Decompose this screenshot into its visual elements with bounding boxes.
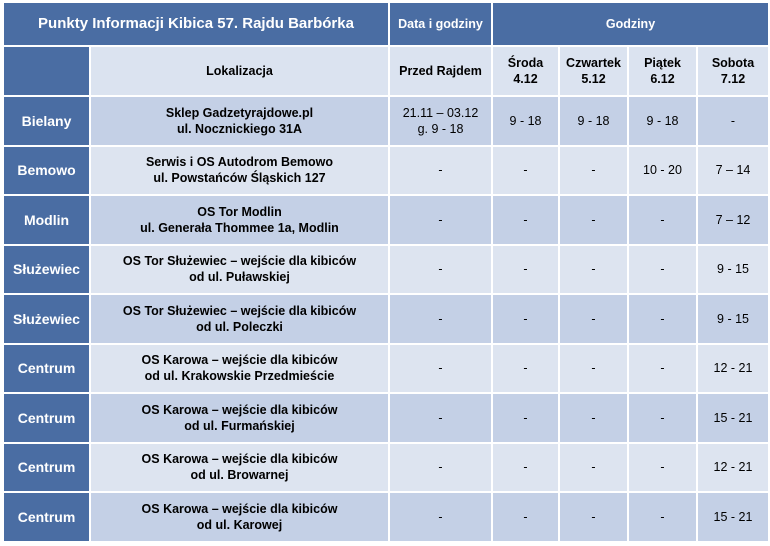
- location-address: od ul. Puławskiej: [189, 270, 290, 285]
- table-row: [3, 294, 769, 344]
- before-rally-cell: [389, 492, 492, 542]
- location-address: od ul. Browarnej: [190, 468, 289, 483]
- title-row: [3, 2, 769, 46]
- wednesday-hours: -: [492, 443, 559, 493]
- thursday-hours: -: [559, 344, 628, 394]
- friday-hours: -: [628, 245, 697, 295]
- location-cell: [90, 96, 389, 146]
- date-hours-header: Data i godziny: [389, 2, 492, 46]
- friday-hours: -: [628, 344, 697, 394]
- saturday-hours: 9 - 15: [697, 294, 769, 344]
- wednesday-hours: -: [492, 344, 559, 394]
- wednesday-hours: -: [492, 492, 559, 542]
- location-name: OS Karowa – wejście dla kibiców: [141, 452, 338, 467]
- wednesday-hours: -: [492, 294, 559, 344]
- before-rally-cell: [389, 146, 492, 196]
- friday-hours: 9 - 18: [628, 96, 697, 146]
- table-row: [3, 96, 769, 146]
- saturday-hours: 7 – 14: [697, 146, 769, 196]
- location-cell: [90, 245, 389, 295]
- friday-hours: -: [628, 443, 697, 493]
- info-points-table: [2, 1, 770, 543]
- location-cell: [90, 195, 389, 245]
- before-rally-cell: [389, 245, 492, 295]
- district-cell: Bielany: [3, 96, 90, 146]
- location-cell: [90, 443, 389, 493]
- table-row: [3, 195, 769, 245]
- location-name: Sklep Gadzetyrajdowe.pl: [165, 105, 314, 120]
- before-rally-cell: [389, 195, 492, 245]
- saturday-hours: 7 – 12: [697, 195, 769, 245]
- before-rally-hours: g. 9 - 18: [417, 121, 464, 136]
- friday-hours: 10 - 20: [628, 146, 697, 196]
- district-cell: Modlin: [3, 195, 90, 245]
- friday-hours: -: [628, 294, 697, 344]
- location-address: od ul. Furmańskiej: [184, 418, 295, 433]
- before-rally-cell: [389, 443, 492, 493]
- thursday-hours: 9 - 18: [559, 96, 628, 146]
- district-cell: Centrum: [3, 393, 90, 443]
- saturday-hours: 15 - 21: [697, 492, 769, 542]
- location-name: OS Tor Służewiec – wejście dla kibiców: [122, 254, 357, 269]
- before-rally-dates: -: [438, 361, 443, 376]
- saturday-hours: 12 - 21: [697, 344, 769, 394]
- location-address: od ul. Krakowskie Przedmieście: [144, 369, 335, 384]
- before-rally-dates: -: [438, 410, 443, 425]
- location-address: od ul. Karowej: [196, 517, 283, 532]
- table-row: [3, 492, 769, 542]
- before-rally-dates: -: [438, 212, 443, 227]
- district-cell: Służewiec: [3, 294, 90, 344]
- thursday-header: [559, 46, 628, 96]
- saturday-hours: 9 - 15: [697, 245, 769, 295]
- thursday-date: 5.12: [581, 72, 606, 86]
- thursday-hours: -: [559, 294, 628, 344]
- thursday-hours: -: [559, 195, 628, 245]
- table-row: [3, 393, 769, 443]
- thursday-hours: -: [559, 443, 628, 493]
- location-cell: [90, 344, 389, 394]
- location-name: Serwis i OS Autodrom Bemowo: [145, 155, 334, 170]
- location-cell: [90, 146, 389, 196]
- wednesday-hours: -: [492, 146, 559, 196]
- wednesday-date: 4.12: [513, 72, 538, 86]
- thursday-hours: -: [559, 245, 628, 295]
- saturday-hours: 12 - 21: [697, 443, 769, 493]
- location-name: OS Karowa – wejście dla kibiców: [141, 353, 338, 368]
- table-row: [3, 245, 769, 295]
- before-rally-cell: [389, 96, 492, 146]
- wednesday-hours: -: [492, 245, 559, 295]
- table-row: [3, 443, 769, 493]
- location-cell: [90, 294, 389, 344]
- location-cell: [90, 492, 389, 542]
- location-address: ul. Nocznickiego 31A: [176, 121, 303, 136]
- friday-hours: -: [628, 492, 697, 542]
- wednesday-header: [492, 46, 559, 96]
- corner-cell: [3, 46, 90, 96]
- location-name: OS Tor Modlin: [197, 204, 282, 219]
- friday-header: [628, 46, 697, 96]
- friday-day: Piątek: [644, 56, 681, 70]
- wednesday-hours: 9 - 18: [492, 96, 559, 146]
- before-rally-dates: -: [438, 460, 443, 475]
- thursday-day: Czwartek: [566, 56, 621, 70]
- saturday-day: Sobota: [711, 56, 755, 70]
- location-address: od ul. Poleczki: [196, 319, 283, 334]
- location-name: OS Karowa – wejście dla kibiców: [141, 402, 338, 417]
- location-cell: [90, 393, 389, 443]
- before-rally-dates: -: [438, 509, 443, 524]
- friday-hours: -: [628, 195, 697, 245]
- before-rally-cell: [389, 344, 492, 394]
- before-rally-dates: 21.11 – 03.12: [402, 105, 479, 120]
- wednesday-hours: -: [492, 393, 559, 443]
- district-cell: Centrum: [3, 344, 90, 394]
- district-cell: Służewiec: [3, 245, 90, 295]
- saturday-header: [697, 46, 769, 96]
- before-rally-cell: [389, 294, 492, 344]
- friday-hours: -: [628, 393, 697, 443]
- before-rally-cell: [389, 393, 492, 443]
- table-title: Punkty Informacji Kibica 57. Rajdu Barbórka: [3, 2, 389, 46]
- table-row: [3, 344, 769, 394]
- district-cell: Centrum: [3, 492, 90, 542]
- thursday-hours: -: [559, 146, 628, 196]
- wednesday-day: Środa: [507, 56, 544, 70]
- friday-date: 6.12: [650, 72, 675, 86]
- before-rally-dates: -: [438, 262, 443, 277]
- district-cell: Centrum: [3, 443, 90, 493]
- location-address: ul. Powstańców Śląskich 127: [153, 171, 326, 186]
- location-address: ul. Generała Thommee 1a, Modlin: [140, 220, 339, 235]
- wednesday-hours: -: [492, 195, 559, 245]
- before-rally-dates: -: [438, 311, 443, 326]
- table-row: [3, 146, 769, 196]
- hours-header: Godziny: [492, 2, 769, 46]
- saturday-date: 7.12: [720, 72, 746, 86]
- saturday-hours: -: [697, 96, 769, 146]
- thursday-hours: -: [559, 492, 628, 542]
- saturday-hours: 15 - 21: [697, 393, 769, 443]
- district-cell: Bemowo: [3, 146, 90, 196]
- location-name: OS Karowa – wejście dla kibiców: [141, 501, 338, 516]
- thursday-hours: -: [559, 393, 628, 443]
- location-name: OS Tor Służewiec – wejście dla kibiców: [122, 303, 357, 318]
- location-header: Lokalizacja: [90, 46, 389, 96]
- before-rally-dates: -: [438, 163, 443, 178]
- before-rally-header: Przed Rajdem: [389, 46, 492, 96]
- column-header-row: [3, 46, 769, 96]
